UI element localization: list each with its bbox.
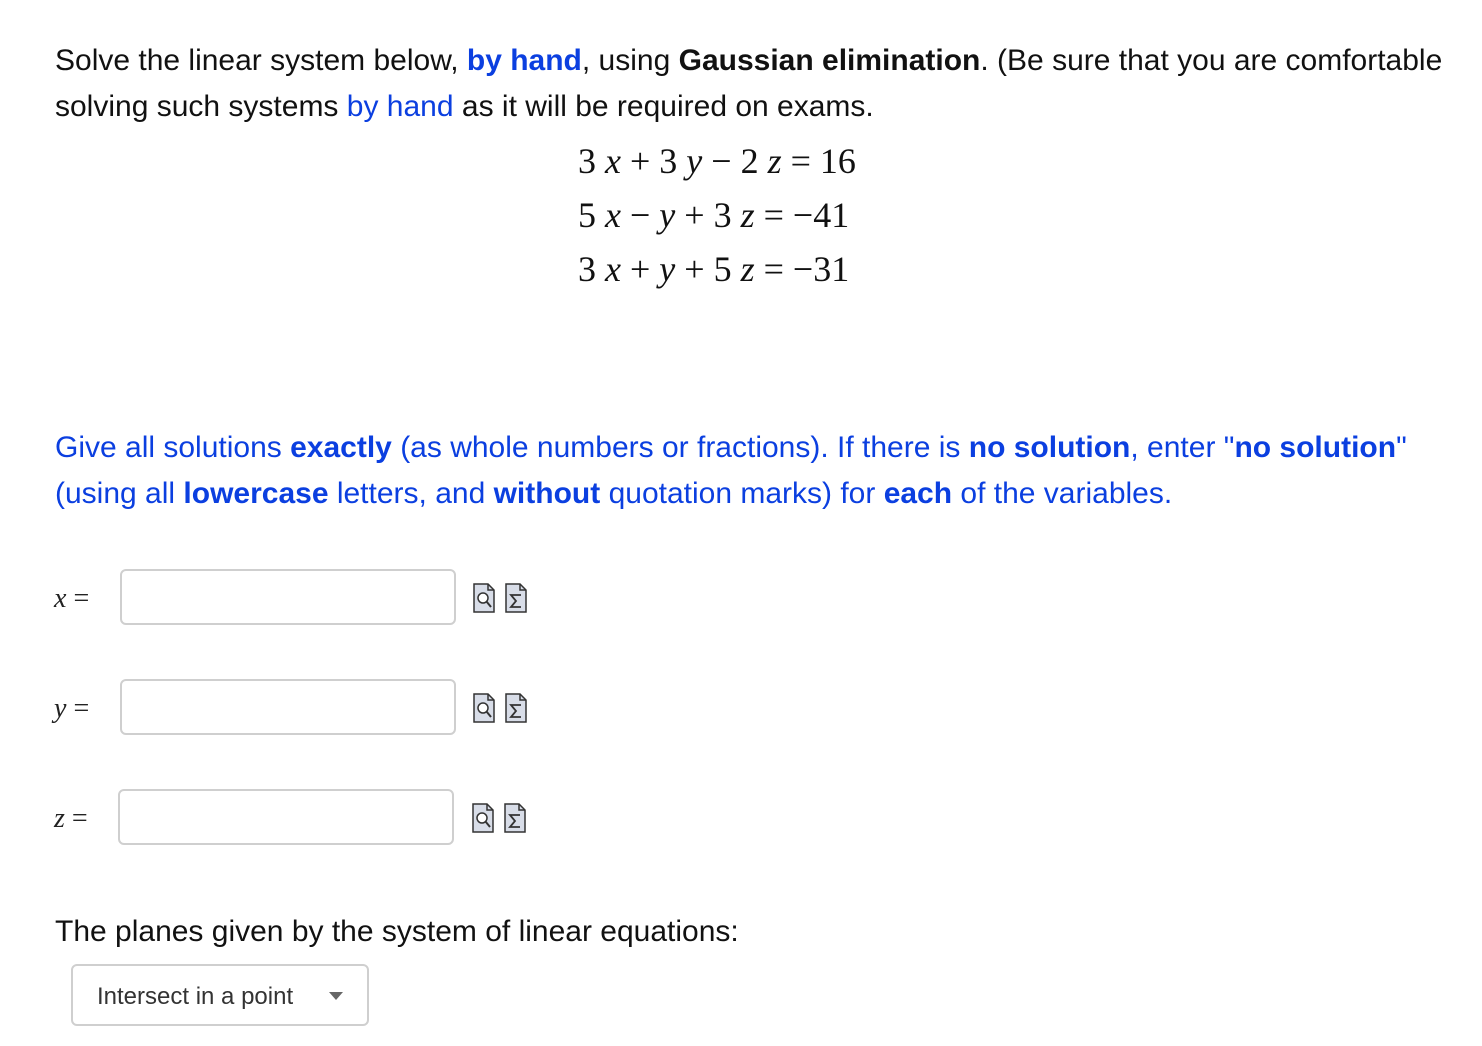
instruction-text: quotation marks) for [600,477,884,510]
coefficient: + [629,249,651,289]
instruction-emphasis: exactly [290,431,392,464]
coefficient: 3 [578,249,596,289]
coefficient: 5 [578,195,596,235]
intro-text: . (Be sure that you are comfortable solving such systems [55,44,1443,123]
variable-name: z [54,803,65,834]
chevron-down-icon [329,992,343,1000]
coefficient: + 5 [684,249,732,289]
intro-text: Solve the linear system below, [55,44,467,77]
by-hand-link-text: by hand [346,90,454,123]
answer-label-y [54,693,89,725]
equation-editor-icon[interactable] [505,693,527,723]
by-hand-emphasis: by hand [466,44,582,77]
variable-z: z [740,195,755,235]
answer-label-z [54,803,88,835]
problem-intro [55,38,1455,130]
preview-icon[interactable] [472,803,494,833]
instruction-text: of the variables. [952,477,1173,510]
equation-editor-icon[interactable] [504,803,526,833]
instruction-text: (as whole numbers or fractions). If there is [391,431,969,464]
variable-y: y [686,141,703,181]
variable-y: y [659,195,676,235]
instruction-emphasis: lowercase [183,477,329,510]
coefficient: − 2 [711,141,759,181]
preview-icon[interactable] [473,693,495,723]
answer-input-y[interactable] [120,679,456,735]
intro-text: , using [581,44,679,77]
answer-row-y [54,679,574,739]
coefficient: + 3 [629,141,678,181]
instruction-emphasis: no solution [968,431,1131,464]
answer-label-x [54,583,89,615]
instruction-text: " (using all [55,431,1407,510]
rhs-value: 16 [819,141,856,181]
coefficient: 3 [578,141,596,181]
coefficient: − [629,195,651,235]
rhs-value: −31 [792,249,850,289]
coefficient: + 3 [684,195,732,235]
answer-instructions [55,425,1455,517]
variable-y: y [659,249,676,289]
equation-row: 5 x − y + 3 z = −41 [578,195,850,235]
variable-z: z [767,141,782,181]
equation-row: 3 x + y + 5 z = −31 [578,249,850,289]
planes-dropdown[interactable] [71,964,369,1026]
variable-x: x [605,141,621,181]
answer-row-x [54,569,574,629]
instruction-emphasis: each [883,477,953,510]
variable-name: y [54,693,67,724]
linear-system [578,134,856,296]
variable-x: x [605,195,621,235]
answer-input-x[interactable] [120,569,456,625]
equals-sign: = [64,803,88,834]
variable-name: x [54,583,67,614]
method-name: Gaussian elimination [678,44,981,77]
planes-prompt: The planes given by the system of linear equations: [55,915,739,948]
equals-sign: = [66,583,90,614]
preview-icon[interactable] [473,583,495,613]
rhs-value: −41 [792,195,850,235]
equation-row: 3 x + 3 y − 2 z = 16 [578,141,856,181]
answer-row-z [54,789,574,849]
instruction-text: letters, and [328,477,494,510]
dropdown-selected-value: Intersect in a point [97,983,294,1010]
intro-text: as it will be required on exams. [453,90,874,123]
variable-x: x [605,249,621,289]
instruction-text: Give all solutions [55,431,291,464]
instruction-emphasis: no solution [1234,431,1397,464]
variable-z: z [740,249,755,289]
instruction-text: , enter " [1130,431,1235,464]
equation-editor-icon[interactable] [505,583,527,613]
instruction-emphasis: without [493,477,601,510]
equals-sign: = [66,693,90,724]
answer-input-z[interactable] [118,789,454,845]
